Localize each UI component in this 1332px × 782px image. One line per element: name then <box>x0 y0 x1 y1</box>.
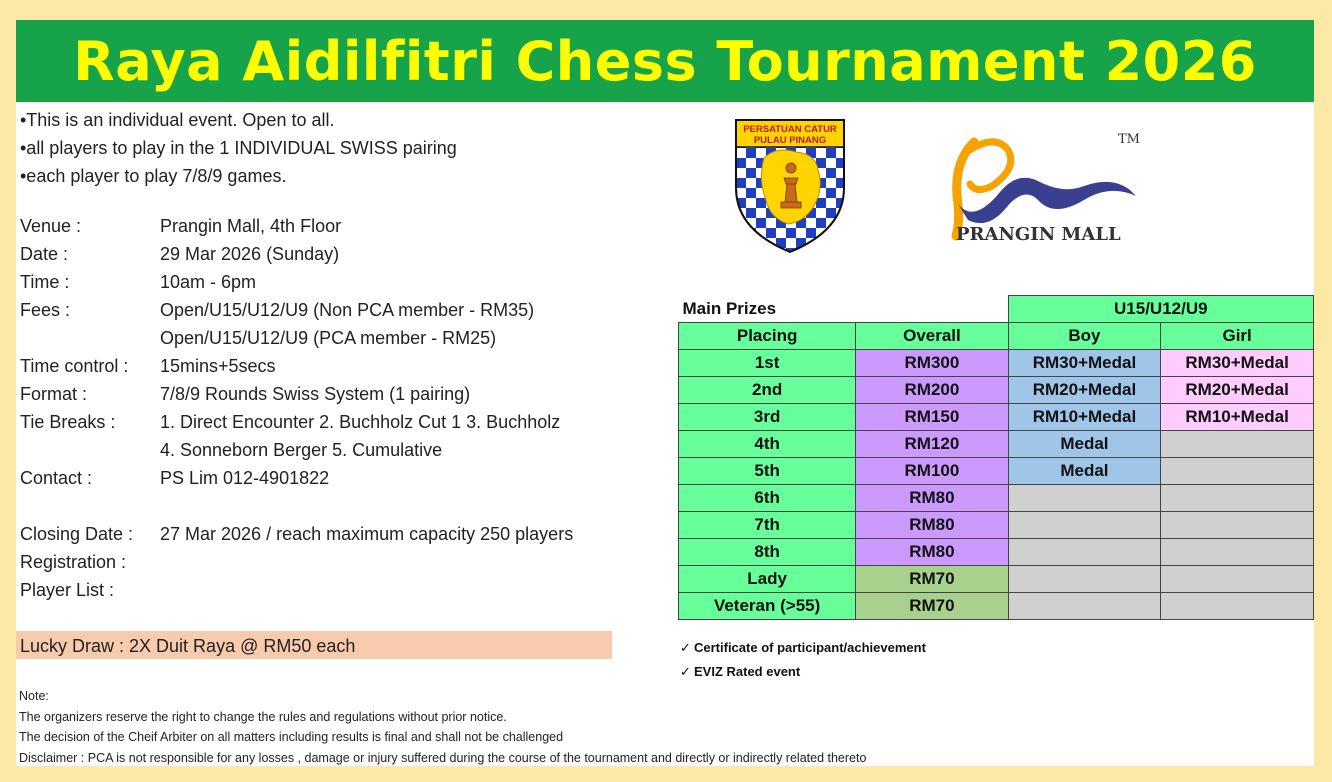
table-row: 8th RM80 <box>679 539 1314 566</box>
check-icon: ✓ <box>680 640 691 655</box>
header-girl: Girl <box>1161 323 1314 350</box>
pca-logo <box>734 118 846 254</box>
fees-value-2: Open/U15/U12/U9 (PCA member - RM25) <box>160 328 497 348</box>
format-value: 7/8/9 Rounds Swiss System (1 pairing) <box>160 384 471 404</box>
time-label: Time : <box>20 272 70 292</box>
header-placing: Placing <box>679 323 856 350</box>
bullet-item: •all players to play in the 1 INDIVIDUAL SWISS pairing <box>20 138 457 158</box>
table-row: Lady RM70 <box>679 566 1314 593</box>
time-control-value: 15mins+5secs <box>160 356 276 376</box>
contact-row <box>20 464 680 492</box>
header-boy: Boy <box>1008 323 1161 350</box>
fees-label: Fees : <box>20 300 71 320</box>
table-row: 3rd RM150 RM10+Medal RM10+Medal <box>679 404 1314 431</box>
table-row: 2nd RM200 RM20+Medal RM20+Medal <box>679 377 1314 404</box>
page-title: Raya Aidilfitri Chess Tournament 2026 <box>73 29 1257 93</box>
tie-breaks-row <box>20 408 680 436</box>
fees-row-2 <box>20 324 680 352</box>
trademark-label: TM <box>1118 132 1140 147</box>
fees-row <box>20 296 680 324</box>
format-row <box>20 380 680 408</box>
bullet-item: •each player to play 7/8/9 games. <box>20 166 287 186</box>
title-banner <box>16 20 1314 102</box>
notes <box>19 686 1019 768</box>
table-row: 1st RM300 RM30+Medal RM30+Medal <box>679 350 1314 377</box>
time-value: 10am - 6pm <box>160 272 257 292</box>
main-prizes-label: Main Prizes <box>682 298 777 318</box>
list-item: ✓ EVIZ Rated event <box>680 660 926 684</box>
closing-label: Closing Date : <box>20 524 134 544</box>
player-list-label: Player List : <box>20 580 115 600</box>
table-row: 7th RM80 <box>679 512 1314 539</box>
contact-label: Contact : <box>20 468 93 488</box>
tie-breaks-value-2: 4. Sonneborn Berger 5. Cumulative <box>160 440 443 460</box>
lucky-draw: Lucky Draw : 2X Duit Raya @ RM50 each <box>16 631 612 659</box>
closing-row <box>20 520 680 548</box>
note-item: The organizers reserve the right to change the rules and regulations without prior notice. <box>19 709 507 724</box>
format-label: Format : <box>20 384 88 404</box>
time-row <box>20 268 680 296</box>
bullet-item: •This is an individual event. Open to all. <box>20 110 335 130</box>
header-overall: Overall <box>856 323 1008 350</box>
benefits-list <box>680 636 926 684</box>
table-header-row <box>679 323 1314 350</box>
contact-value: PS Lim 012-4901822 <box>160 468 330 488</box>
closing-value: 27 Mar 2026 / reach maximum capacity 250 players <box>160 524 574 544</box>
venue-row <box>20 212 680 240</box>
venue-label: Venue : <box>20 216 82 236</box>
table-row: 5th RM100 Medal <box>679 458 1314 485</box>
time-control-row <box>20 352 680 380</box>
tie-breaks-value: 1. Direct Encounter 2. Buchholz Cut 1 3. Buchholz <box>160 412 561 432</box>
note-item: Disclaimer : PCA is not responsible for any losses , damage or injury suffered during the course of the tournament and directly or indirectly related thereto <box>19 750 867 765</box>
tie-breaks-label: Tie Breaks : <box>20 412 116 432</box>
check-icon: ✓ <box>680 664 691 679</box>
prangin-mall-wordmark: PRANGIN MALL <box>956 224 1121 245</box>
table-row: 6th RM80 <box>679 485 1314 512</box>
table-row: Veteran (>55) RM70 <box>679 593 1314 620</box>
registration-label: Registration : <box>20 552 127 572</box>
prize-table <box>678 295 1314 620</box>
table-row: 4th RM120 Medal <box>679 431 1314 458</box>
fees-value: Open/U15/U12/U9 (Non PCA member - RM35) <box>160 300 535 320</box>
pca-logo-text-2: PULAU PINANG <box>753 135 827 146</box>
tie-breaks-row-2 <box>20 436 680 464</box>
registration-row <box>20 548 680 576</box>
age-group-header: U15/U12/U9 <box>1008 296 1313 323</box>
player-list-row <box>20 576 680 604</box>
prangin-mall-logo <box>934 124 1154 254</box>
note-heading: Note: <box>19 689 49 703</box>
event-bullets <box>20 106 680 190</box>
list-item: ✓ Certificate of participant/achievement <box>680 636 926 660</box>
venue-value: Prangin Mall, 4th Floor <box>160 216 342 236</box>
note-item: The decision of the Cheif Arbiter on all matters including results is final and shall not be challenged <box>19 730 564 744</box>
date-label: Date : <box>20 244 69 264</box>
date-value: 29 Mar 2026 (Sunday) <box>160 244 340 264</box>
tournament-poster <box>16 20 1314 766</box>
time-control-label: Time control : <box>20 356 129 376</box>
pca-logo-text-1: PERSATUAN CATUR <box>743 124 837 135</box>
date-row <box>20 240 680 268</box>
event-details <box>20 212 680 604</box>
